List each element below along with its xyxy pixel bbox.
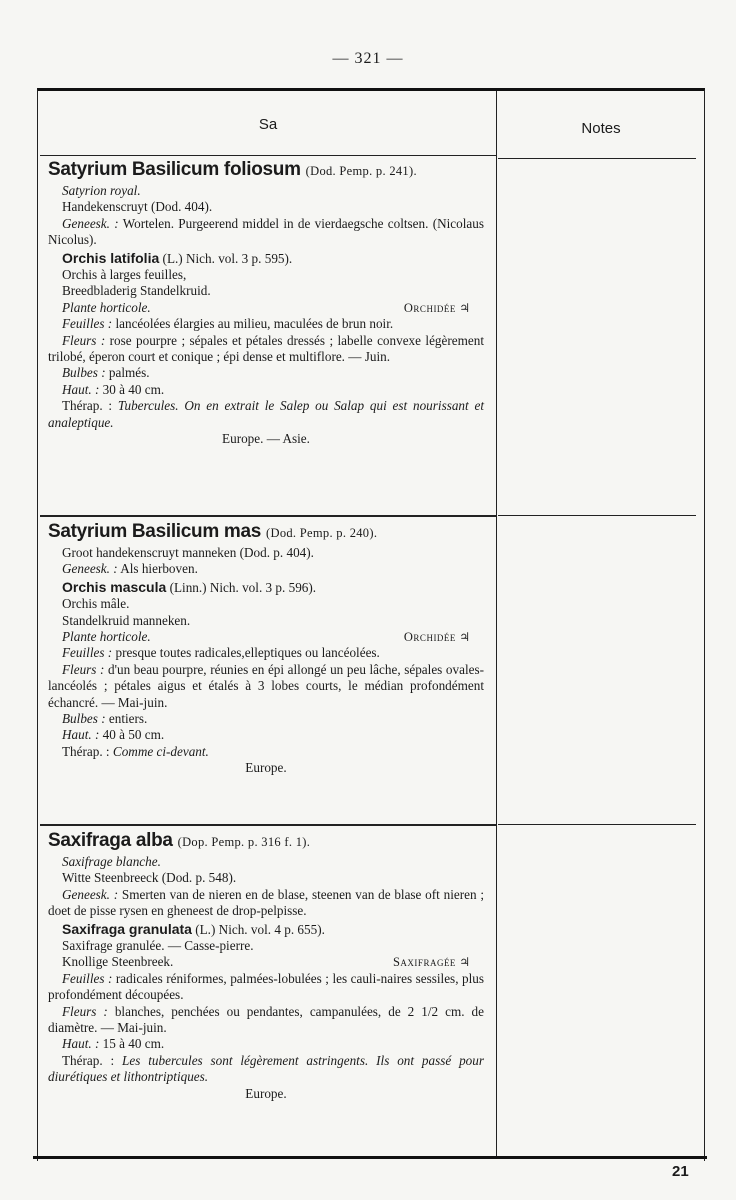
region-line: Europe. [245, 760, 287, 776]
french-name: Saxifrage granulée. — Casse-pierre. [62, 938, 254, 954]
therap-paragraph: Thérap. : Comme ci-devant. [62, 743, 209, 759]
feuilles-paragraph: Feuilles : radicales réniformes, palmées-lobulées ; les cauli-naires sessiles, plus profondément découpées. [48, 970, 484, 1003]
column-divider [496, 91, 497, 1158]
geneesk-paragraph: Geneesk. : Smerten van de nieren en de blase, steenen van de blase oft nieren ; doet de pisse rysen en gheneest de drop-pelpisse. [48, 886, 484, 919]
feuilles-paragraph: Feuilles : lancéolées élargies au milieu, maculées de brun noir. [62, 316, 394, 332]
fleurs-paragraph: Fleurs : blanches, penchées ou pendantes, campanulées, de 2 1/2 cm. de diamètre. — Mai-juin. [48, 1003, 484, 1036]
entry-saxifraga-alba [48, 829, 484, 1102]
region-line: Europe. — Asie. [222, 431, 310, 447]
fleurs-paragraph: Fleurs : d'un beau pourpre, réunies en épi allongé un peu lâche, sépales ovales-lancéolés ; pétales aigus et étalés à 3 lobes courts, le médian profondément échancré. — Mai-juin. [48, 661, 484, 710]
synonym-line: Orchis mascula (Linn.) Nich. vol. 3 p. 596). [62, 578, 317, 595]
header-rule-left [40, 155, 496, 156]
flemish-name: Breedbladerig Standelkruid. [62, 283, 211, 299]
notes-separator-2 [498, 824, 696, 825]
bulbes-line: Bulbes : palmés. [62, 365, 150, 381]
flemish-family-line: Knollige Steenbreek. Saxifragée ♃ [62, 954, 470, 970]
haut-line: Haut. : 15 à 40 cm. [62, 1036, 165, 1052]
entry-satyrium-basilicum-foliosum [48, 158, 484, 448]
region-line: Europe. [245, 1085, 287, 1101]
french-name: Orchis à larges feuilles, [62, 267, 187, 283]
plante-family-line: Plante horticole. Orchidée ♃ [62, 299, 470, 315]
fleurs-paragraph: Fleurs : rose pourpre ; sépales et pétales dressés ; labelle convexe légèrement trilobé, éperon court et conique ; épi dense et multiflore. — Juin. [48, 332, 484, 365]
notes-separator-1 [498, 515, 696, 516]
column-header-sa: Sa [258, 116, 278, 133]
therap-paragraph: Thérap. : Les tubercules sont légèrement astringents. Ils ont passé pour diurétiques et lithontriptiques. [48, 1052, 484, 1085]
feuilles-paragraph: Feuilles : presque toutes radicales,elleptiques ou lancéolées. [62, 645, 380, 661]
entry-separator-1 [40, 515, 496, 517]
therap-paragraph: Thérap. : Tubercules. On en extrait le Salep ou Salap qui est nourissant et analeptique. [48, 398, 484, 430]
haut-line: Haut. : 40 à 50 cm. [62, 727, 165, 743]
entry-title: Satyrium Basilicum foliosum (Dod. Pemp. p. 241). [48, 159, 417, 180]
bulbes-line: Bulbes : entiers. [62, 711, 148, 727]
dutch-name: Witte Steenbreeck (Dod. p. 548). [62, 870, 237, 886]
entry-satyrium-basilicum-mas [48, 520, 484, 777]
perennial-sign-icon: ♃ [459, 300, 470, 315]
synonym-line: Saxifraga granulata (L.) Nich. vol. 4 p. 655). [62, 920, 325, 937]
latin-name: Satyrion royal. [62, 183, 141, 198]
entry-title: Satyrium Basilicum mas (Dod. Pemp. p. 240). [48, 521, 378, 542]
bottom-rule [33, 1156, 707, 1159]
perennial-sign-icon: ♃ [459, 630, 470, 645]
header-rule-right [498, 158, 696, 159]
dutch-name: Handekenscruyt (Dod. 404). [62, 199, 213, 215]
dutch-name: Groot handekenscruyt manneken (Dod. p. 404). [62, 545, 314, 560]
signature-mark: 21 [672, 1163, 689, 1180]
flemish-name: Standelkruid manneken. [62, 612, 191, 628]
plante-family-line: Plante horticole. Orchidée ♃ [62, 629, 470, 645]
haut-line: Haut. : 30 à 40 cm. [62, 381, 165, 397]
french-name: Orchis mâle. [62, 596, 130, 612]
french-common-name: Saxifrage blanche. [62, 854, 161, 869]
column-header-notes: Notes [581, 120, 621, 137]
entry-title: Saxifraga alba (Dop. Pemp. p. 316 f. 1). [48, 830, 311, 851]
geneesk-paragraph: Geneesk. : Wortelen. Purgeerend middel in de vierdaegsche coltsen. (Nicolaus Nicolus). [48, 215, 484, 248]
page-number: — 321 — [332, 50, 404, 67]
entry-separator-2 [40, 824, 496, 826]
synonym-line: Orchis latifolia (L.) Nich. vol. 3 p. 595). [62, 249, 293, 266]
perennial-sign-icon: ♃ [459, 955, 470, 970]
geneesk-paragraph: Geneesk. : Als hierboven. [62, 561, 198, 577]
